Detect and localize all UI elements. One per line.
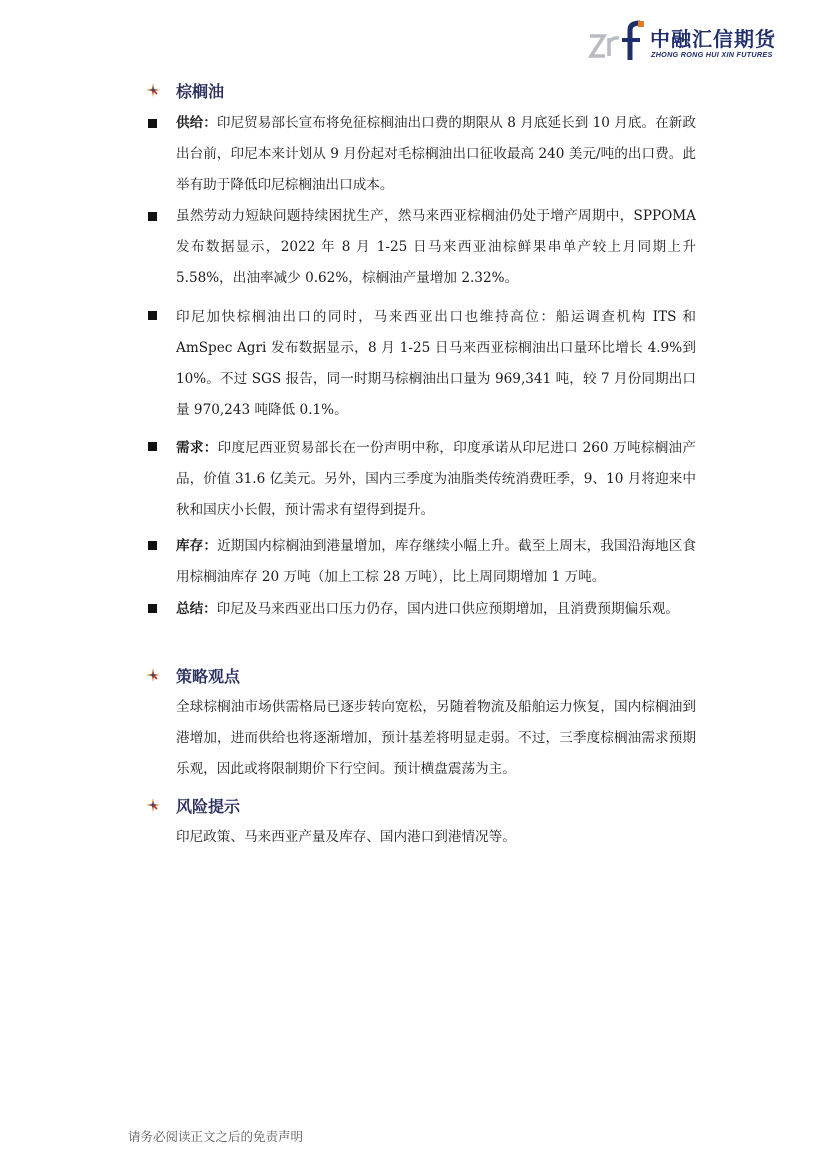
company-logo xyxy=(588,20,778,64)
bullet-square-icon xyxy=(148,604,157,613)
paragraph-label: 供给： xyxy=(176,115,217,131)
section-palm-oil-heading xyxy=(146,78,224,102)
section-title: 风险提示 xyxy=(176,796,241,816)
supply-paragraph xyxy=(176,108,696,201)
paragraph-label: 总结： xyxy=(176,601,217,617)
summary-paragraph xyxy=(176,594,696,625)
section-star-icon xyxy=(146,798,160,812)
section-title: 策略观点 xyxy=(176,666,241,686)
section-star-icon xyxy=(146,83,160,97)
malaysia-production-paragraph xyxy=(176,201,696,294)
section-title: 棕榈油 xyxy=(176,81,225,101)
bullet-square-icon xyxy=(148,311,157,320)
zrf-logo-mark-icon xyxy=(588,20,648,64)
bullet-square-icon xyxy=(148,541,157,550)
bullet-square-icon xyxy=(148,442,157,451)
paragraph-text: 虽然劳动力短缺问题持续困扰生产，然马来西亚棕榈油仍处于增产周期中，SPPOMA 发布数据显示，2022 年 8 月 1-25 日马来西亚油棕鲜果串单产较上月同期上升 5.58%，出油率减少 0.62%，棕榈油产量增加 2.32%。 xyxy=(176,208,696,286)
paragraph-text: 印度尼西亚贸易部长在一份声明中称，印度承诺从印尼进口 260 万吨棕榈油产品，价值 31.6 亿美元。另外，国内三季度为油脂类传统消费旺季，9、10 月将迎来中秋和国庆小长假，预计需求有望得到提升。 xyxy=(176,440,697,518)
footer-disclaimer: 请务必阅读正文之后的免责声明 xyxy=(128,1129,304,1144)
paragraph-text: 近期国内棕榈油到港量增加，库存继续小幅上升。截至上周末，我国沿海地区食用棕榈油库存 20 万吨（加上工棕 28 万吨），比上周同期增加 1 万吨。 xyxy=(176,538,696,585)
logo-english-name: ZHONG RONG HUI XIN FUTURES xyxy=(651,50,773,59)
strategy-paragraph: 全球棕榈油市场供需格局已逐步转向宽松，另随着物流及船舶运力恢复，国内棕榈油到港增加，进而供给也将逐渐增加，预计基差将明显走弱。不过，三季度棕榈油需求预期乐观，因此或将限制期价下行空间。预计横盘震荡为主。 xyxy=(176,699,696,777)
paragraph-label: 需求： xyxy=(176,440,218,456)
section-risk-heading xyxy=(146,793,240,817)
export-paragraph xyxy=(176,302,696,426)
section-strategy-heading xyxy=(146,663,240,687)
paragraph-label: 库存： xyxy=(176,538,218,554)
risk-paragraph: 印尼政策、马来西亚产量及库存、国内港口到港情况等。 xyxy=(176,829,516,845)
paragraph-text: 印尼贸易部长宣布将免征棕榈油出口费的期限从 8 月底延长到 10 月底。在新政出台前，印尼本来计划从 9 月份起对毛棕榈油出口征收最高 240 美元/吨的出口费。此举有助于降低印尼棕榈油出口成本。 xyxy=(176,115,696,193)
demand-paragraph xyxy=(176,433,696,526)
bullet-square-icon xyxy=(148,119,157,128)
paragraph-text: 印尼加快棕榈油出口的同时，马来西亚出口也维持高位：船运调查机构 ITS 和 AmSpec Agri 发布数据显示，8 月 1-25 日马来西亚棕榈油出口量环比增长 4.9%到 10%。不过 SGS 报告，同一时期马棕榈油出口量为 969,341 吨，较 7 月份同期出口量 970,243 吨降低 0.1%。 xyxy=(176,309,696,418)
bullet-square-icon xyxy=(148,212,157,221)
section-star-icon xyxy=(146,668,160,682)
paragraph-text: 印尼及马来西亚出口压力仍存，国内进口供应预期增加，且消费预期偏乐观。 xyxy=(216,601,679,617)
logo-chinese-name: 中融汇信期货 xyxy=(650,27,776,51)
inventory-paragraph xyxy=(176,531,696,593)
